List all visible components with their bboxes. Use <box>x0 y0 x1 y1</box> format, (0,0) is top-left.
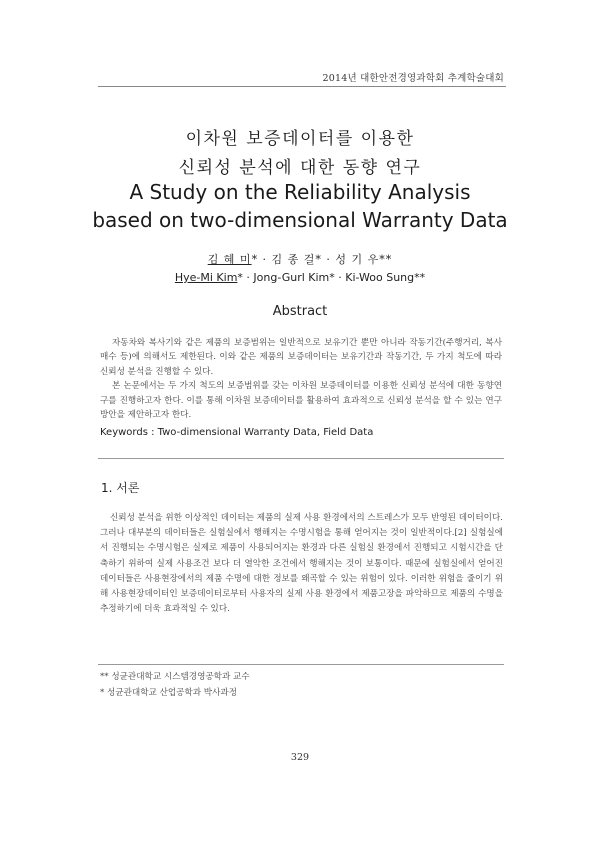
footnote-phd-student: * 성균관대학교 산업공학과 박사과정 <box>100 688 238 698</box>
title-english-line2: based on two-dimensional Warranty Data <box>92 208 508 232</box>
page-number: 329 <box>290 752 310 763</box>
conference-header: 2014년 대한안전경영과학회 추계학술대회 <box>322 73 504 84</box>
author-english-first: Hye-Mi Kim <box>174 271 238 284</box>
abstract-body <box>100 336 502 422</box>
authors-korean <box>0 251 600 267</box>
keywords: Keywords : Two-dimensional Warranty Data, Field Data <box>100 427 374 438</box>
section-1-title: 1. 서론 <box>101 481 140 495</box>
authors-english-rest: * · Jong-Gurl Kim* · Ki-Woo Sung** <box>237 271 426 284</box>
footnote-divider <box>98 664 504 665</box>
abstract-paragraph-2: 본 논문에서는 두 가지 척도의 보증범위를 갖는 이차원 보증데이터를 이용한 신뢰성 분석에 대한 동향연구를 진행하고자 한다. 이를 통해 이차원 보증데이터를 활용하여 효과적으로 신뢰성 분석을 할 수 있는 연구방안을 제안하고자 한다. <box>100 381 502 421</box>
title-korean-line1: 이차원 보증데이터를 이용한 <box>185 129 415 149</box>
title-korean-line2: 신뢰성 분석에 대한 동향 연구 <box>178 158 422 178</box>
authors-english <box>0 271 600 284</box>
abstract-paragraph-1: 자동차와 복사기와 같은 제품의 보증범위는 일반적으로 보유기간 뿐만 아니라 작동기간(주행거리, 복사매수 등)에 의해서도 제한된다. 이와 같은 제품의 보증데이터는 보유기간과 작동기간, 두 가지 척도에 따라 신뢰성 분석을 진행할 수 있다. <box>100 338 502 377</box>
authors-korean-rest: * · 김 종 걸* · 성 기 우** <box>251 253 393 266</box>
section-divider <box>98 458 504 459</box>
intro-paragraph: 신뢰성 분석을 위한 이상적인 데이터는 제품의 실제 사용 환경에서의 스트레스가 모두 반영된 데이터이다. 그러나 대부분의 데이터들은 실험실에서 행해지는 수명시험을 통해 얻어지는 것이 일반적이다.[2] 실험실에서 진행되는 수명시험은 실제로 제품이 사용되어지는 환경과 다른 실험실 환경에서 진행되고 시험시간을 단축하기 위하여 실제 사용조건 보다 더 열악한 조건에서 행해지는 것이 보통이다. 때문에 실험실에서 얻어진 데이터들은 사용현장에서의 제품 수명에 대한 정보를 왜곡할 수 있는 위험이 있다. 이러한 위험을 줄이기 위해 사용현장데이터인 보증데이터로부터 사용자의 실제 사용 환경에서 제품고장을 파악하므로 제품의 수명을 추정하기에 더욱 효과적일 수 있다. <box>100 513 503 615</box>
title-english-line1: A Study on the Reliability Analysis <box>129 180 471 204</box>
author-korean-first: 김 혜 미 <box>207 253 252 266</box>
footnote-professor: ** 성균관대학교 시스템경영공학과 교수 <box>100 672 250 682</box>
section-1-body <box>100 511 503 617</box>
header-rule <box>98 86 506 87</box>
abstract-heading: Abstract <box>272 304 328 319</box>
